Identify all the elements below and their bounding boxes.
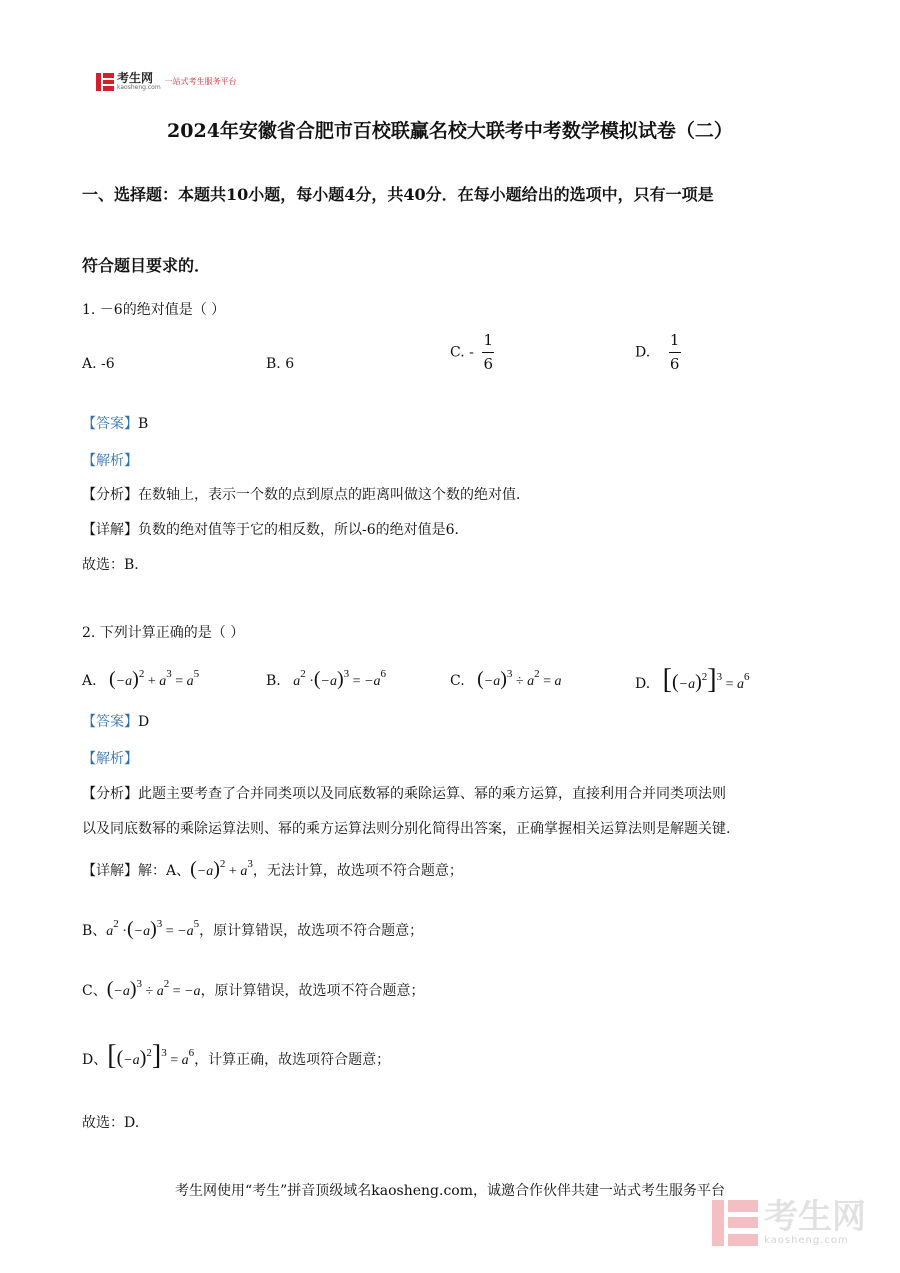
q2-detail-d [82, 1040, 390, 1072]
detail-a-prefix: 【详解】解：A、 [82, 863, 191, 879]
answer-label: 【答案】 [82, 714, 138, 730]
answer-value: B [138, 416, 149, 432]
q2-detail-a [82, 858, 463, 881]
detail-d-suffix: ，计算正确，故选项符合题意； [194, 1052, 391, 1068]
q2-option-d [635, 664, 750, 696]
logo-name: 考生网 [117, 71, 154, 85]
q2-option-d-formula: $[(-a)^2]^3 = a^6$ [662, 664, 750, 695]
q1-option-d [635, 333, 681, 372]
detail-d-formula: $[(-a)^2]^3 = a^6$ [107, 1040, 195, 1071]
detail-a-formula: $(-a)^2 + a^3$ [190, 858, 253, 880]
detail-c-suffix: ，原计算错误，故选项不符合题意； [200, 983, 425, 999]
q1-option-d-fraction [669, 333, 681, 372]
logo-icon [96, 73, 114, 91]
q1-option-b: B. 6 [266, 356, 295, 372]
q2-option-a-formula: $(-a)^2 + a^3 = a^5$ [109, 668, 200, 690]
q1-option-c [450, 333, 494, 372]
watermark-site: kaosheng.com [764, 1235, 849, 1246]
watermark-icon [712, 1200, 758, 1246]
watermark-logo [712, 1197, 866, 1246]
detail-c-formula: $(-a)^3 \div a^2 = -a$ [106, 978, 201, 1000]
logo-slogan: 一站式考生服务平台 [164, 77, 237, 86]
q1-conclusion: 故选：B． [82, 557, 149, 573]
q2-analysis-label: 【解析】 [82, 751, 138, 767]
q2-fenxi-line2: 以及同底数幂的乘除运算法则、幂的乘方运算法则分别化简得出答案，正确掌握相关运算法则是解题关键. [82, 821, 731, 837]
q2-option-c [450, 668, 562, 691]
q2-fenxi-line1: 【分析】此题主要考查了合并同类项以及同底数幂的乘除运算、幂的乘方运算，直接利用合并同类项法则 [82, 786, 726, 802]
footer-text: 考生网使用“考生”拼音顶级域名kaosheng.com，诚邀合作伙伴共建一站式考生服务平台 [174, 1183, 726, 1199]
q1-analysis-label: 【解析】 [82, 453, 138, 469]
q2-detail-b [82, 918, 423, 941]
header-logo [96, 72, 237, 91]
detail-b-prefix: B、 [82, 923, 107, 939]
q2-answer [82, 711, 149, 731]
detail-b-suffix: ，原计算错误，故选项不符合题意； [199, 923, 424, 939]
q1-option-c-fraction [482, 333, 494, 372]
watermark-name: 考生网 [764, 1197, 866, 1237]
q2-option-d-label: D. [635, 676, 651, 692]
frac-denominator: 6 [669, 355, 680, 373]
section-heading-line2: 符合题目要求的． [82, 256, 211, 275]
frac-numerator: 1 [483, 331, 494, 349]
q1-fenxi: 【分析】在数轴上，表示一个数的点到原点的距离叫做这个数的绝对值． [82, 487, 530, 503]
detail-b-formula: $a^2 \cdot(-a)^3 = -a^5$ [106, 918, 200, 940]
detail-c-prefix: C、 [82, 983, 107, 999]
q2-option-c-formula: $(-a)^3 \div a^2 = a$ [477, 668, 562, 690]
q2-option-a-label: A. [82, 673, 97, 689]
q2-conclusion: 故选：D. [82, 1115, 140, 1131]
frac-numerator: 1 [669, 331, 680, 349]
logo-site: kaosheng.com [117, 84, 161, 91]
q2-option-b [266, 668, 386, 691]
q1-option-c-prefix: C. - [450, 344, 474, 361]
q2-option-b-formula: $a^2 \cdot(-a)^3 = -a^6$ [293, 668, 387, 690]
detail-d-prefix: D、 [82, 1052, 108, 1068]
q1-stem: 1. －6的绝对值是（ ） [82, 302, 226, 318]
q2-option-a [82, 668, 199, 691]
page-title: 2024年安徽省合肥市百校联赢名校大联考中考数学模拟试卷（二） [167, 120, 733, 142]
q1-xiangjie: 【详解】负数的绝对值等于它的相反数，所以-6的绝对值是6． [82, 522, 469, 538]
q1-answer [82, 413, 148, 433]
q2-detail-c [82, 978, 425, 1001]
section-heading-line1: 一、选择题：本题共10小题，每小题4分，共40分．在每小题给出的选项中，只有一项是 [82, 185, 714, 204]
detail-a-suffix: ，无法计算，故选项不符合题意； [252, 863, 463, 879]
frac-denominator: 6 [483, 355, 494, 373]
answer-value: D [138, 714, 150, 730]
q2-option-c-label: C. [450, 673, 465, 689]
q2-option-b-label: B. [266, 673, 281, 689]
q1-option-a: A. -6 [82, 356, 115, 372]
q2-stem: 2. 下列计算正确的是（ ） [82, 625, 245, 641]
q1-option-d-prefix: D. [635, 344, 651, 361]
answer-label: 【答案】 [82, 416, 138, 432]
